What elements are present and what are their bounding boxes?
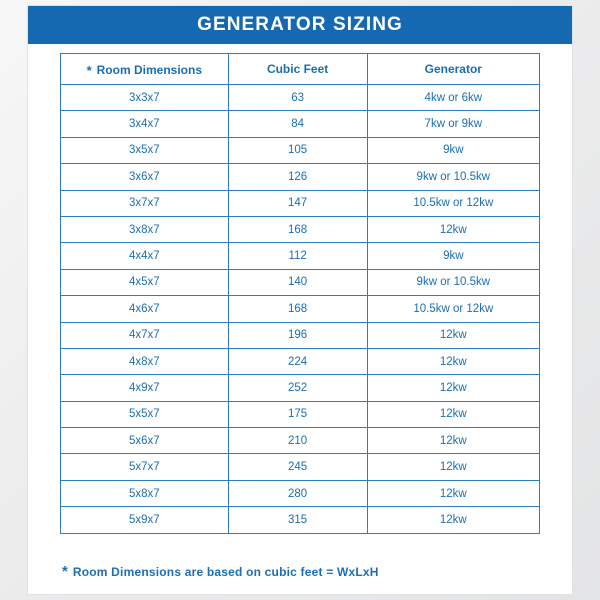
footnote (28, 553, 572, 594)
cell-room-dimensions: 3x5x7 (61, 137, 229, 163)
cell-generator: 9kw (367, 243, 539, 269)
cell-generator: 12kw (367, 401, 539, 427)
cell-cubic-feet: 210 (228, 428, 367, 454)
cell-cubic-feet: 126 (228, 164, 367, 190)
cell-cubic-feet: 252 (228, 375, 367, 401)
table-row (61, 401, 540, 427)
table-row (61, 269, 540, 295)
table-row (61, 322, 540, 348)
table-row (61, 216, 540, 242)
column-header-cubic-feet: Cubic Feet (228, 54, 367, 85)
cell-room-dimensions: 5x9x7 (61, 507, 229, 533)
cell-cubic-feet: 63 (228, 85, 367, 111)
cell-room-dimensions: 3x8x7 (61, 216, 229, 242)
cell-room-dimensions: 4x8x7 (61, 348, 229, 374)
cell-room-dimensions: 5x8x7 (61, 480, 229, 506)
cell-cubic-feet: 224 (228, 348, 367, 374)
cell-room-dimensions: 4x6x7 (61, 296, 229, 322)
cell-generator: 12kw (367, 480, 539, 506)
table-header-row (61, 54, 540, 85)
page-title: GENERATOR SIZING (197, 14, 403, 35)
table-container (28, 44, 572, 553)
table-row (61, 480, 540, 506)
cell-cubic-feet: 112 (228, 243, 367, 269)
table-row (61, 243, 540, 269)
table-row (61, 454, 540, 480)
table-body (61, 85, 540, 534)
cell-cubic-feet: 140 (228, 269, 367, 295)
footnote-asterisk-icon: * (62, 563, 68, 580)
table-row (61, 85, 540, 111)
table-row (61, 375, 540, 401)
cell-generator: 10.5kw or 12kw (367, 296, 539, 322)
cell-cubic-feet: 175 (228, 401, 367, 427)
column-header-room-dimensions-label: Room Dimensions (96, 62, 202, 77)
table-header (61, 54, 540, 85)
cell-generator: 7kw or 9kw (367, 111, 539, 137)
cell-generator: 9kw or 10.5kw (367, 164, 539, 190)
column-header-room-dimensions (61, 54, 229, 85)
generator-sizing-card (28, 6, 572, 594)
cell-generator: 9kw or 10.5kw (367, 269, 539, 295)
cell-cubic-feet: 196 (228, 322, 367, 348)
cell-generator: 12kw (367, 454, 539, 480)
cell-room-dimensions: 5x7x7 (61, 454, 229, 480)
cell-generator: 10.5kw or 12kw (367, 190, 539, 216)
table-row (61, 348, 540, 374)
column-header-generator: Generator (367, 54, 539, 85)
cell-room-dimensions: 3x3x7 (61, 85, 229, 111)
cell-cubic-feet: 84 (228, 111, 367, 137)
footnote-text: Room Dimensions are based on cubic feet = WxLxH (72, 564, 379, 579)
title-bar (28, 6, 572, 44)
cell-generator: 12kw (367, 322, 539, 348)
cell-room-dimensions: 4x5x7 (61, 269, 229, 295)
cell-cubic-feet: 245 (228, 454, 367, 480)
table-row (61, 296, 540, 322)
cell-room-dimensions: 5x5x7 (61, 401, 229, 427)
cell-cubic-feet: 280 (228, 480, 367, 506)
cell-cubic-feet: 168 (228, 216, 367, 242)
cell-generator: 4kw or 6kw (367, 85, 539, 111)
cell-generator: 12kw (367, 216, 539, 242)
cell-cubic-feet: 168 (228, 296, 367, 322)
generator-sizing-table (60, 53, 540, 534)
cell-room-dimensions: 4x9x7 (61, 375, 229, 401)
cell-room-dimensions: 4x7x7 (61, 322, 229, 348)
table-row (61, 190, 540, 216)
cell-room-dimensions: 3x6x7 (61, 164, 229, 190)
cell-generator: 12kw (367, 348, 539, 374)
cell-generator: 12kw (367, 507, 539, 533)
cell-generator: 12kw (367, 375, 539, 401)
cell-generator: 9kw (367, 137, 539, 163)
cell-cubic-feet: 147 (228, 190, 367, 216)
cell-room-dimensions: 4x4x7 (61, 243, 229, 269)
cell-generator: 12kw (367, 428, 539, 454)
asterisk-marker: * (86, 62, 92, 78)
table-row (61, 164, 540, 190)
cell-room-dimensions: 5x6x7 (61, 428, 229, 454)
table-row (61, 137, 540, 163)
cell-room-dimensions: 3x7x7 (61, 190, 229, 216)
cell-cubic-feet: 315 (228, 507, 367, 533)
cell-cubic-feet: 105 (228, 137, 367, 163)
table-row (61, 507, 540, 533)
table-row (61, 111, 540, 137)
cell-room-dimensions: 3x4x7 (61, 111, 229, 137)
table-row (61, 428, 540, 454)
